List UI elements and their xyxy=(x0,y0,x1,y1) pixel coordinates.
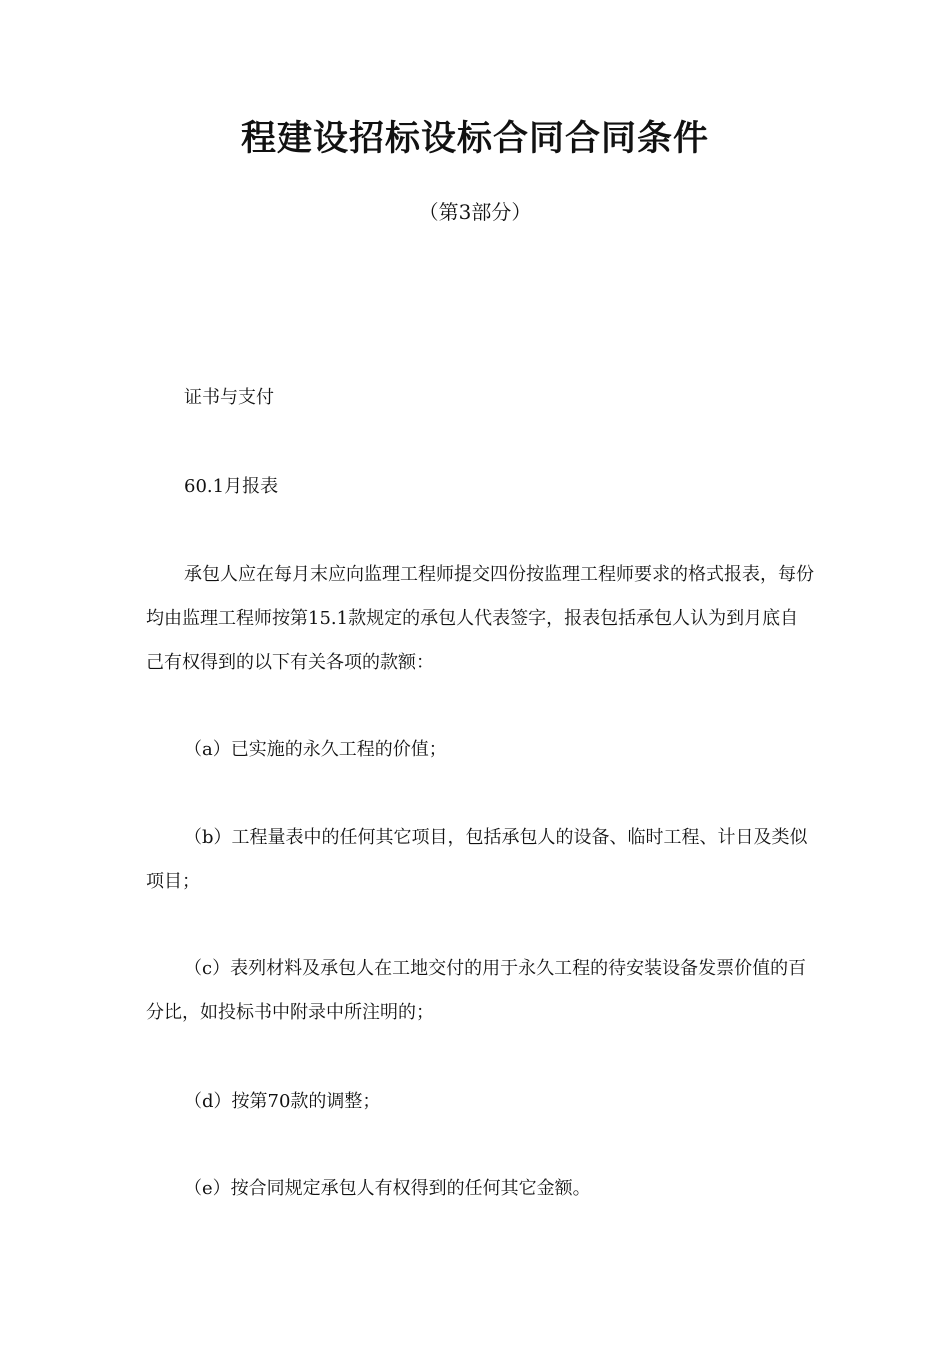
section-heading: 证书与支付 xyxy=(184,387,274,408)
list-item-d: （d）按第70款的调整； xyxy=(184,1091,381,1112)
list-item-b: （b）工程量表中的任何其它项目，包括承包人的设备、临时工程、计日及类似项目； xyxy=(146,827,808,892)
document-title: 程建设招标设标合同合同条件 xyxy=(240,118,709,159)
body-paragraph: 承包人应在每月末应向监理工程师提交四份按监理工程师要求的格式报表，每份均由监理工程师按第15.1款规定的承包人代表签字，报表包括承包人认为到月底自己有权得到的以下有关各项的款额： xyxy=(146,564,814,673)
list-item-c: （c）表列材料及承包人在工地交付的用于永久工程的待安装设备发票价值的百分比，如投标书中附录中所注明的； xyxy=(146,958,807,1023)
list-item-a: （a）已实施的永久工程的价值； xyxy=(184,739,447,760)
clause-heading: 60.1月报表 xyxy=(184,476,279,497)
list-item-e: （e）按合同规定承包人有权得到的任何其它金额。 xyxy=(184,1178,591,1199)
document-subtitle: （第3部分） xyxy=(418,200,532,224)
